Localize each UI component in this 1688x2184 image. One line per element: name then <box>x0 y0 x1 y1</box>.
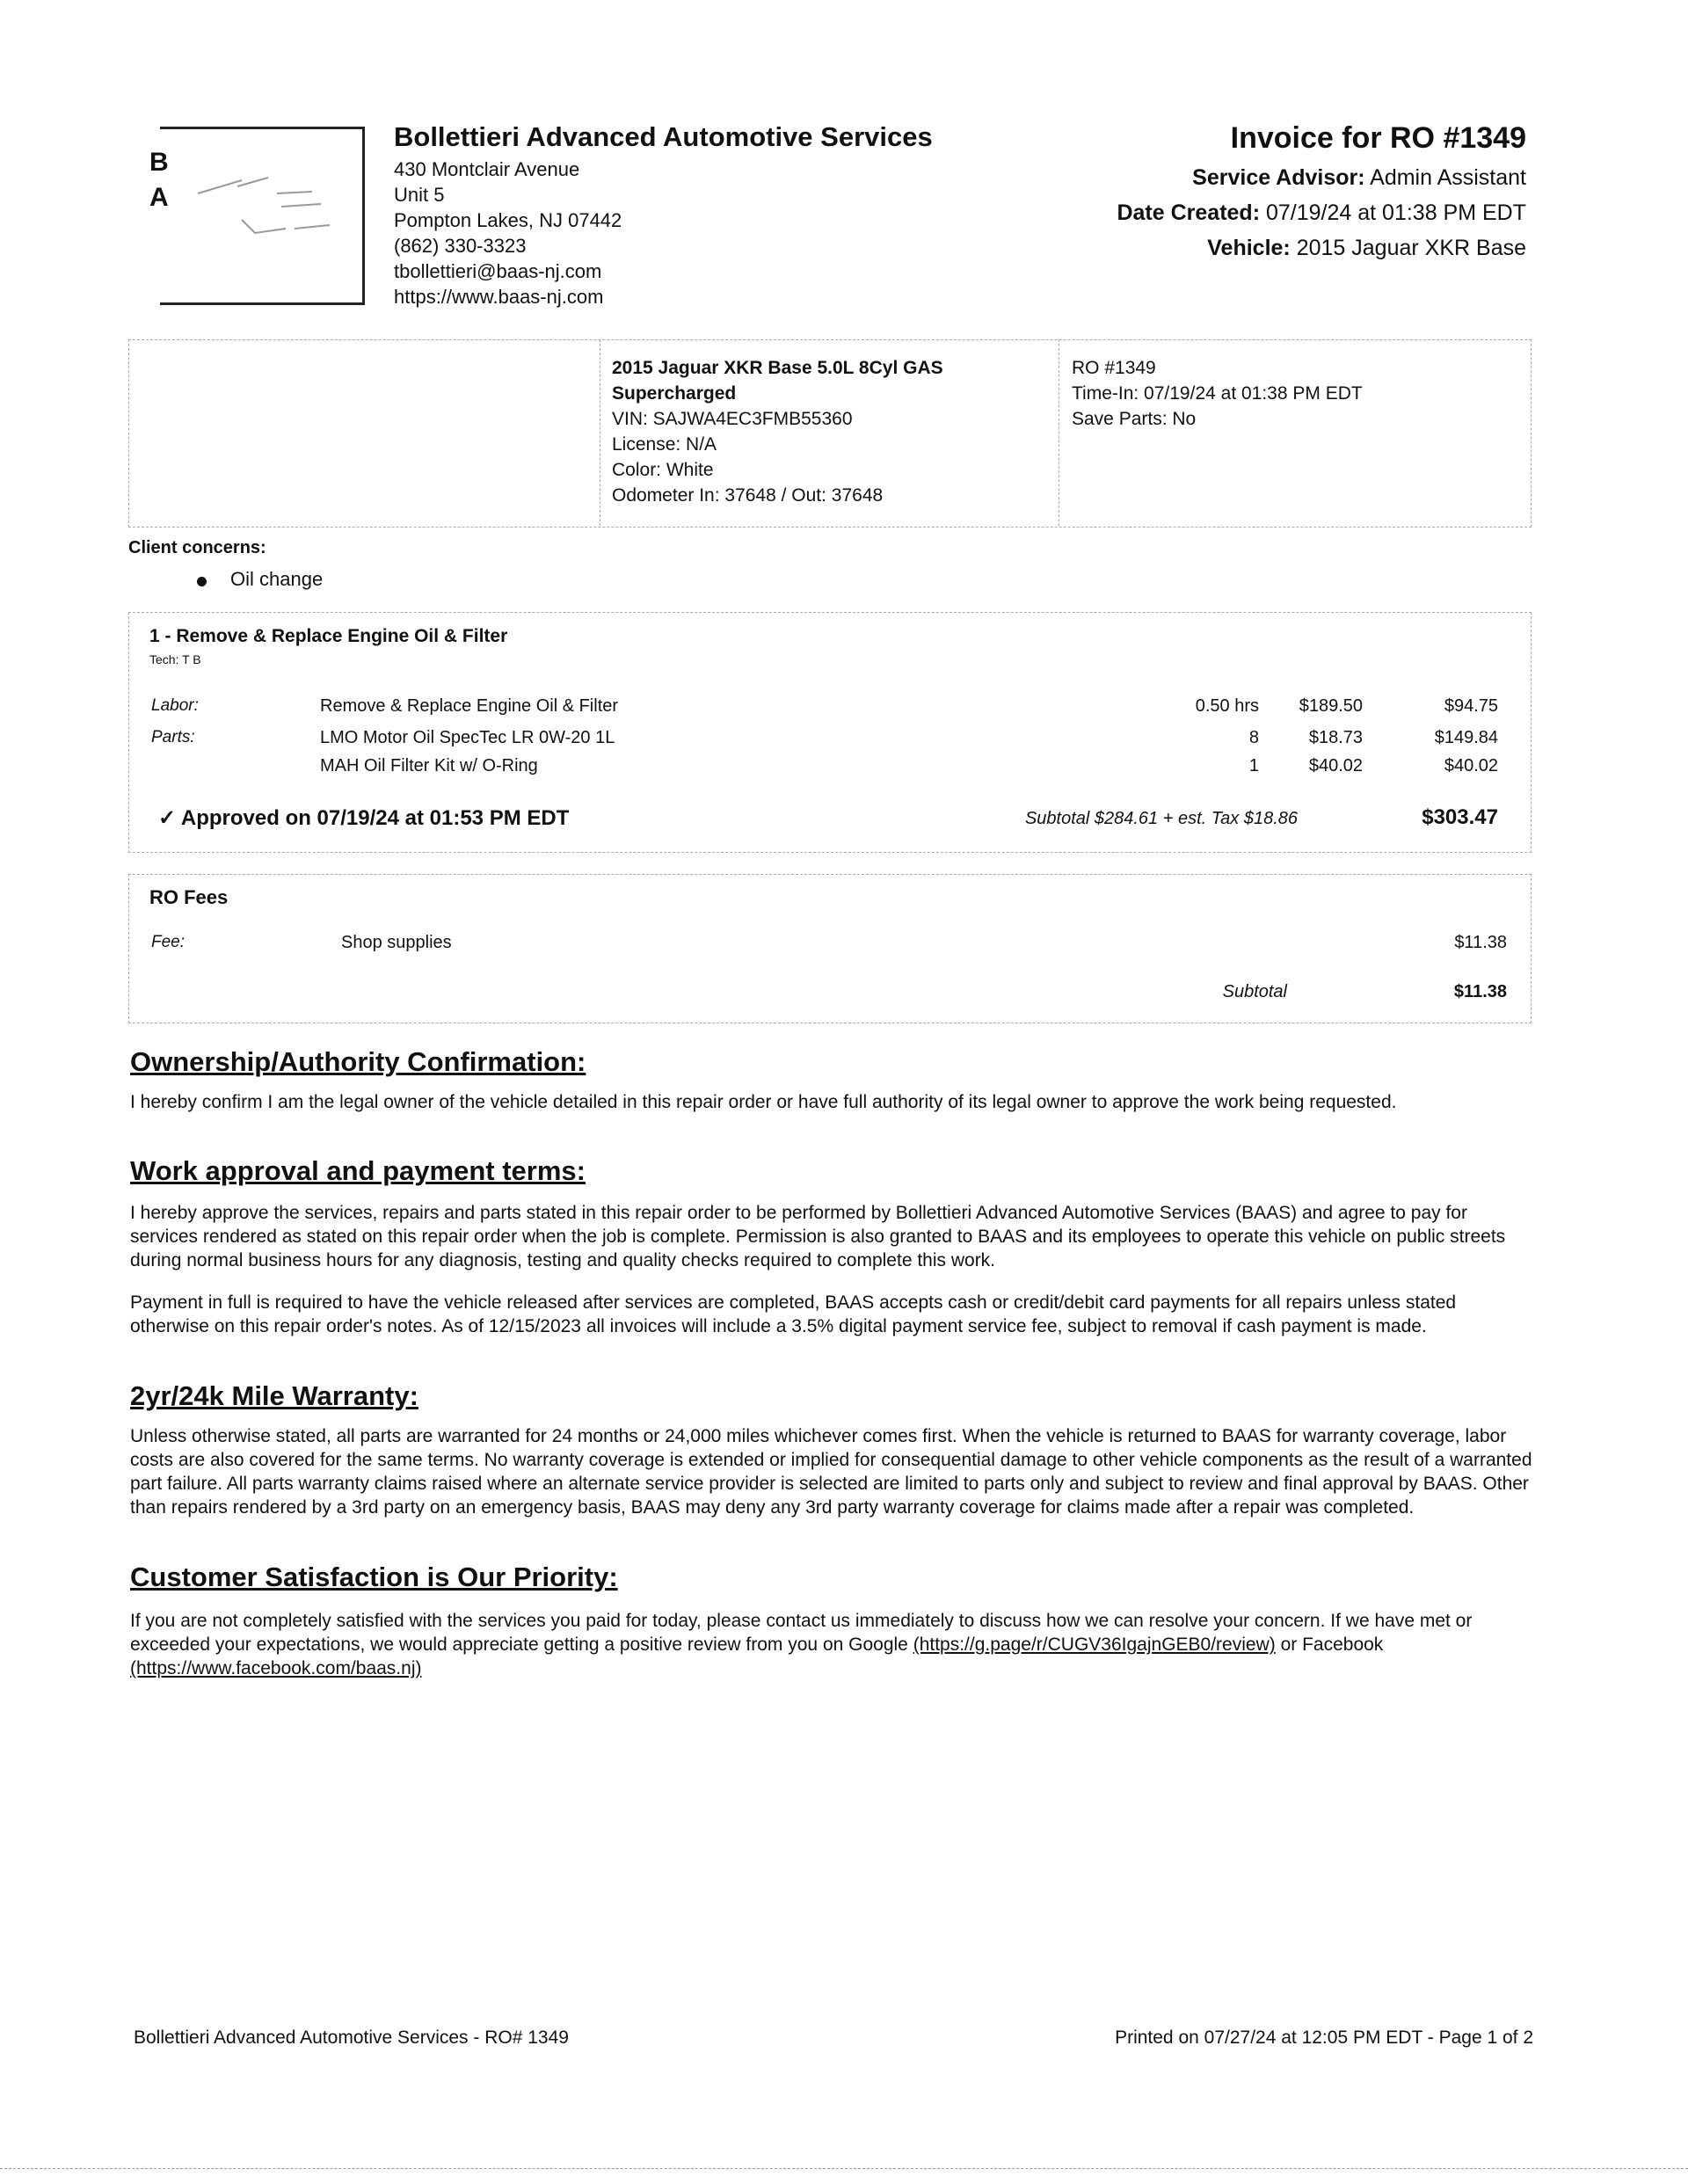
warranty-paragraph: Unless otherwise stated, all parts are warranted for 24 months or 24,000 miles whichever comes first. When the vehicle is returned to BAAS for warranty coverage, labor costs are also covered for the same terms. No warranty coverage is extended or implied for consequential damage to other vehicle components as the result of a warranted part failure. All parts warranty claims raised where an alternate service provider is selected are limited to parts only and subject to review and final approval by BAAS. Other than repairs rendered by a 3rd party on an emergency basis, BAAS may deny any 3rd party warranty coverage for claims made after a repair was completed. <box>130 1426 1532 1518</box>
company-email[interactable]: tbollettieri@baas-nj.com <box>394 260 602 282</box>
line-item-rate: $189.50 <box>1299 696 1363 716</box>
facebook-link[interactable]: (https://www.facebook.com/baas.nj) <box>130 1658 422 1678</box>
work-approval-heading: Work approval and payment terms: <box>130 1155 586 1186</box>
vehicle-summary <box>1207 236 1526 261</box>
fees-subtotal-amount: $11.38 <box>1453 982 1507 1001</box>
approved-status: ✓ Approved on 07/19/24 at 01:53 PM EDT <box>158 806 570 830</box>
job-title: 1 - Remove & Replace Engine Oil & Filter <box>149 626 508 646</box>
company-city: Pompton Lakes, NJ 07442 <box>394 209 622 231</box>
google-review-link[interactable]: (https://g.page/r/CUGV36IgajnGEB0/review) <box>913 1634 1276 1655</box>
company-phone: (862) 330-3323 <box>394 235 527 257</box>
satisfaction-paragraph <box>130 1609 1537 1680</box>
client-concerns-heading: Client concerns: <box>128 538 266 557</box>
ro-save-parts: Save Parts: No <box>1072 409 1197 429</box>
line-item-desc: LMO Motor Oil SpecTec LR 0W-20 1L <box>320 728 615 747</box>
parts-label: Parts: <box>151 728 195 746</box>
page-edge-line <box>0 2168 1688 2169</box>
job-tech: Tech: T B <box>149 652 201 666</box>
vehicle-license: License: N/A <box>612 434 717 455</box>
work-approval-paragraph: I hereby approve the services, repairs and parts stated in this repair order to be performed by Bollettieri Advanced Automotive Services (BAAS) and agree to pay for services rendered as stated on this repair order when the job is complete. Permission is also granted to BAAS and its employees to operate this vehicle on public streets during normal business hours for any diagnosis, testing and quality checks required to complete this work. <box>130 1203 1506 1270</box>
fee-desc: Shop supplies <box>341 933 452 952</box>
line-item-rate: $40.02 <box>1308 756 1363 775</box>
company-name: Bollettieri Advanced Automotive Services <box>394 121 933 152</box>
vehicle-value: 2015 Jaguar XKR Base <box>1296 236 1526 260</box>
job-subtotal-text: Subtotal $284.61 + est. Tax $18.86 <box>1024 809 1298 828</box>
ownership-heading: Ownership/Authority Confirmation: <box>130 1046 586 1077</box>
warranty-heading: 2yr/24k Mile Warranty: <box>130 1380 418 1411</box>
company-address-line1: 430 Montclair Avenue <box>394 158 580 180</box>
fee-label: Fee: <box>151 933 186 951</box>
logo-letter-b: B <box>149 148 169 177</box>
ro-fees-title: RO Fees <box>149 886 229 908</box>
footer-right: Printed on 07/27/24 at 12:05 PM EDT - Page 1 of 2 <box>1115 2027 1533 2048</box>
ro-number: RO #1349 <box>1072 358 1156 378</box>
ro-details <box>1072 355 1363 432</box>
line-item-total: $149.84 <box>1434 728 1498 747</box>
ro-fees-box <box>128 874 1532 1023</box>
ownership-paragraph: I hereby confirm I am the legal owner of the vehicle detailed in this repair order or have full authority of its legal owner to approve the work being requested. <box>130 1092 1397 1112</box>
vehicle-model-line1: 2015 Jaguar XKR Base 5.0L 8Cyl GAS <box>612 358 943 378</box>
logo-graphic <box>189 167 356 264</box>
line-item-total: $40.02 <box>1444 756 1498 775</box>
payment-paragraph: Payment in full is required to have the vehicle released after services are completed, BAAS accepts cash or credit/debit card payments for all repairs unless stated otherwise on this repair order's notes. As of 12/15/2023 all invoices will include a 3.5% digital payment service fee, subject to removal if cash payment is made. <box>130 1292 1457 1336</box>
line-item-desc: MAH Oil Filter Kit w/ O-Ring <box>320 756 538 775</box>
line-item-desc: Remove & Replace Engine Oil & Filter <box>320 696 619 716</box>
fee-amount: $11.38 <box>1454 933 1507 952</box>
job-total: $303.47 <box>1422 805 1498 829</box>
bullet-icon <box>197 577 207 586</box>
line-item-total: $94.75 <box>1444 696 1498 716</box>
vehicle-model-line2: Supercharged <box>612 383 737 404</box>
concern-item: Oil change <box>230 568 324 590</box>
line-item-qty: 8 <box>1248 728 1259 747</box>
line-item-qty: 1 <box>1248 756 1259 775</box>
company-address-line2: Unit 5 <box>394 184 445 206</box>
satisfaction-heading: Customer Satisfaction is Our Priority: <box>130 1562 618 1592</box>
facebook-prefix: or Facebook <box>1280 1634 1384 1655</box>
date-created <box>1117 200 1526 226</box>
vehicle-odometer: Odometer In: 37648 / Out: 37648 <box>612 485 884 506</box>
vehicle-details <box>612 355 943 508</box>
service-advisor <box>1192 165 1526 191</box>
ro-time-in: Time-In: 07/19/24 at 01:38 PM EDT <box>1072 383 1363 404</box>
date-created-value: 07/19/24 at 01:38 PM EDT <box>1265 200 1526 225</box>
date-created-label: Date Created: <box>1117 200 1261 225</box>
labor-label: Labor: <box>151 696 199 715</box>
line-item-qty: 0.50 hrs <box>1195 696 1259 716</box>
service-advisor-value: Admin Assistant <box>1370 165 1526 190</box>
vehicle-vin: VIN: SAJWA4EC3FMB55360 <box>612 409 853 429</box>
satisfaction-text: If you are not completely satisfied with the services you paid for today, please contact us immediately to discuss how we can resolve your concern. If we have met or exceeded your expectations, we would appreciate getting a positive review from you on Google <box>130 1611 1473 1655</box>
invoice-title: Invoice for RO #1349 <box>1230 121 1526 155</box>
company-website[interactable]: https://www.baas-nj.com <box>394 286 604 308</box>
service-advisor-label: Service Advisor: <box>1192 165 1365 190</box>
vehicle-color: Color: White <box>612 460 714 480</box>
vehicle-label: Vehicle: <box>1207 236 1291 260</box>
footer-left: Bollettieri Advanced Automotive Services - RO# 1349 <box>134 2027 569 2048</box>
fees-subtotal-label: Subtotal <box>1222 982 1287 1001</box>
logo-letter-a: A <box>149 183 169 212</box>
line-item-rate: $18.73 <box>1308 728 1363 747</box>
